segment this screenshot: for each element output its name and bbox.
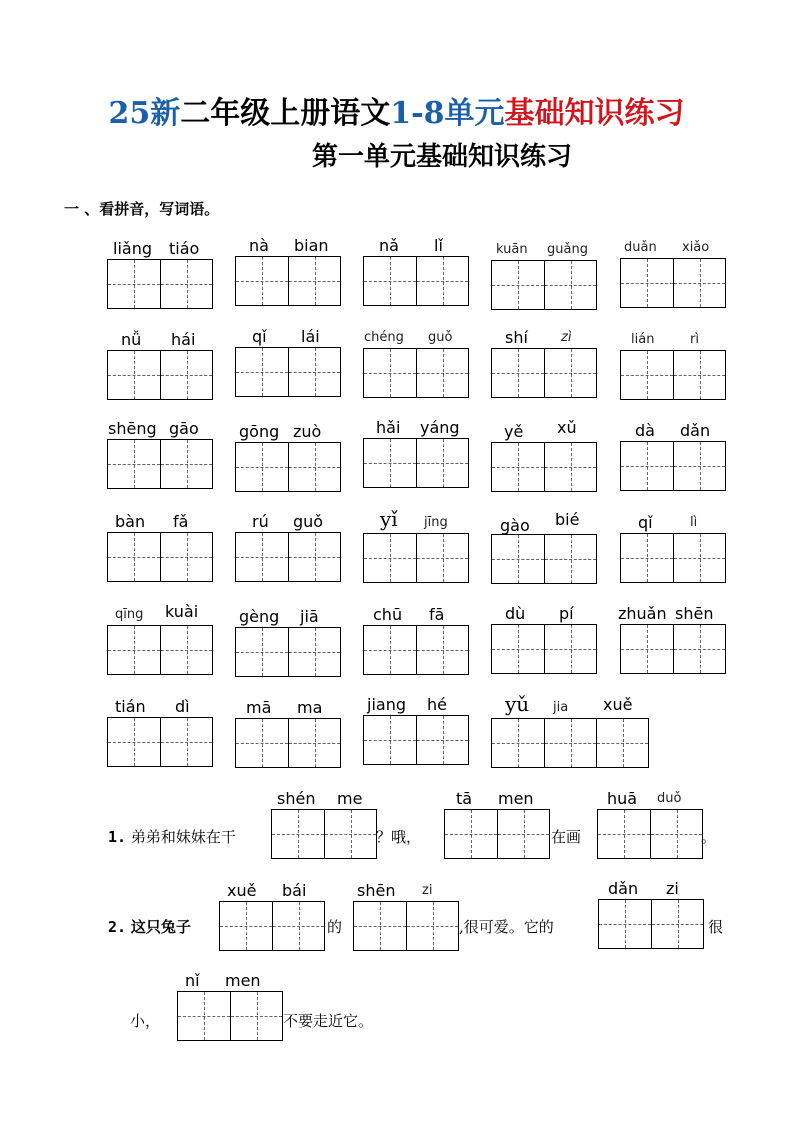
pinyin-syllable: shēn — [675, 604, 714, 623]
pinyin-syllable: rì — [690, 332, 699, 347]
writing-box[interactable] — [353, 901, 459, 951]
pinyin — [363, 605, 467, 625]
writing-box[interactable] — [620, 624, 726, 674]
pinyin-syllable: chū — [373, 605, 403, 624]
pinyin-syllable: mā — [246, 698, 272, 717]
pinyin-syllable: dǎn — [608, 879, 639, 898]
sentence-text: ？哦， — [376, 828, 422, 846]
writing-box[interactable] — [235, 347, 341, 397]
writing-box[interactable] — [235, 627, 341, 677]
pinyin-syllable: xǔ — [557, 418, 577, 437]
pinyin-syllable: zì — [561, 330, 572, 345]
writing-box[interactable] — [363, 438, 469, 488]
pinyin-syllable: fǎ — [173, 512, 189, 531]
pinyin — [620, 330, 724, 350]
title-part: 1-8单元 — [390, 96, 505, 131]
pinyin — [235, 236, 339, 256]
pinyin — [491, 692, 647, 718]
writing-box[interactable] — [107, 625, 213, 675]
writing-box[interactable] — [491, 348, 597, 398]
pinyin-syllable: jiang — [367, 695, 406, 714]
sentence-text: 很 — [708, 918, 724, 936]
writing-box[interactable] — [491, 442, 597, 492]
pinyin-syllable: liǎng — [113, 239, 152, 258]
writing-box[interactable] — [444, 809, 550, 859]
pinyin-syllable: dì — [175, 697, 190, 716]
pinyin — [235, 698, 339, 718]
pinyin-syllable: men — [498, 789, 534, 808]
pinyin — [491, 418, 595, 442]
writing-box[interactable] — [107, 350, 213, 400]
writing-box[interactable] — [598, 899, 704, 949]
pinyin-syllable: duǒ — [657, 791, 682, 806]
pinyin-syllable: zhuǎn — [618, 604, 667, 623]
pinyin-syllable: huā — [607, 789, 638, 808]
pinyin-syllable: bàn — [115, 512, 146, 531]
pinyin — [235, 607, 339, 627]
pinyin — [235, 327, 339, 347]
pinyin-syllable: jiā — [300, 607, 319, 626]
writing-box[interactable] — [363, 348, 469, 398]
writing-box[interactable] — [235, 256, 341, 306]
pinyin-syllable: fā — [429, 605, 445, 624]
sentence-1-text — [108, 826, 236, 847]
pinyin-syllable: zuò — [293, 422, 322, 441]
title-part: 基础知识练习 — [504, 96, 685, 131]
pinyin-syllable: dǎn — [680, 421, 711, 440]
writing-box[interactable] — [271, 809, 377, 859]
pinyin-syllable: kuān — [496, 242, 528, 257]
pinyin — [271, 789, 375, 809]
pinyin-syllable: nǎ — [379, 236, 399, 255]
pinyin — [620, 513, 724, 533]
pinyin-syllable: tián — [115, 697, 146, 716]
pinyin — [491, 328, 595, 348]
pinyin-syllable: bian — [294, 236, 329, 255]
writing-box[interactable] — [491, 260, 597, 310]
page-title — [0, 88, 793, 132]
sentence-text: 不要走近它。 — [283, 1012, 374, 1030]
writing-box[interactable] — [363, 533, 469, 583]
pinyin-syllable: rú — [252, 512, 269, 531]
pinyin — [363, 418, 467, 438]
pinyin-syllable: shén — [277, 789, 316, 808]
pinyin-syllable: ma — [297, 698, 323, 717]
page-subtitle: 第一单元基础知识练习 — [311, 142, 572, 172]
pinyin — [491, 510, 595, 535]
pinyin-syllable: xuě — [603, 695, 633, 714]
writing-box[interactable] — [363, 625, 469, 675]
title-part: 二年级上册语文 — [180, 96, 391, 131]
pinyin — [107, 330, 211, 350]
pinyin-syllable: shēng — [108, 419, 157, 438]
pinyin-syllable: qǐ — [252, 327, 267, 346]
pinyin-syllable: qīng — [115, 607, 144, 622]
sentence-text: 这只兔子 — [130, 918, 191, 936]
pinyin — [491, 604, 595, 624]
pinyin — [177, 971, 281, 991]
pinyin — [491, 240, 595, 260]
pinyin-syllable: guǒ — [428, 330, 453, 345]
pinyin-syllable: dà — [635, 421, 655, 440]
writing-box[interactable] — [620, 258, 726, 308]
sentence-2-text — [108, 916, 191, 937]
writing-box[interactable] — [107, 439, 213, 489]
sentence-text: 在画 — [551, 828, 582, 846]
pinyin-syllable: tā — [456, 789, 473, 808]
pinyin-syllable: jia — [553, 700, 569, 715]
writing-box[interactable] — [363, 256, 469, 306]
pinyin-syllable: me — [337, 789, 363, 808]
pinyin-syllable: kuài — [165, 602, 199, 621]
pinyin — [107, 602, 211, 625]
pinyin — [235, 422, 339, 442]
pinyin-syllable: lián — [631, 332, 655, 347]
writing-box[interactable] — [107, 532, 213, 582]
pinyin-syllable: hái — [171, 330, 196, 349]
sentence-text: 弟弟和妹妹在干 — [130, 828, 236, 846]
writing-box[interactable] — [620, 350, 726, 400]
pinyin — [444, 789, 548, 809]
pinyin-syllable: gōng — [239, 422, 280, 441]
pinyin-syllable: xuě — [227, 881, 257, 900]
pinyin-syllable: nǚ — [121, 330, 142, 349]
pinyin-syllable: shí — [505, 328, 528, 347]
pinyin-syllable: qǐ — [638, 513, 653, 532]
writing-box[interactable] — [363, 715, 469, 765]
pinyin — [107, 697, 211, 717]
pinyin-syllable: gèng — [239, 607, 280, 626]
pinyin-syllable: shēn — [357, 881, 396, 900]
sentence-text: 的 — [327, 918, 343, 936]
pinyin-syllable: tiáo — [169, 239, 200, 258]
pinyin-syllable: hǎi — [376, 418, 401, 437]
pinyin-syllable: pí — [559, 604, 574, 623]
sentence-text: 小， — [130, 1012, 161, 1030]
pinyin — [598, 879, 702, 899]
pinyin — [620, 604, 724, 624]
sentence-number: 1. — [108, 828, 127, 846]
pinyin-syllable: nà — [249, 236, 269, 255]
pinyin-syllable: men — [225, 971, 261, 990]
pinyin-syllable: hé — [427, 695, 447, 714]
pinyin-syllable: guǎng — [547, 242, 588, 257]
pinyin — [353, 881, 457, 901]
pinyin-syllable: zi — [666, 879, 679, 898]
section-heading: 一 、看拼音，写词语。 — [64, 200, 220, 218]
pinyin-syllable: xiǎo — [682, 240, 710, 255]
pinyin-syllable: duǎn — [624, 240, 657, 255]
writing-box[interactable] — [219, 901, 325, 951]
pinyin-syllable: nǐ — [185, 971, 200, 990]
pinyin-syllable: yǔ — [505, 692, 530, 716]
writing-box[interactable] — [597, 809, 703, 859]
writing-box[interactable] — [620, 533, 726, 583]
writing-box[interactable] — [235, 718, 341, 768]
writing-box[interactable] — [491, 534, 597, 584]
pinyin-syllable: yáng — [420, 418, 460, 437]
writing-box[interactable] — [177, 991, 283, 1041]
sentence-text: 。 — [701, 828, 717, 846]
pinyin — [107, 239, 211, 259]
pinyin — [363, 507, 467, 533]
pinyin — [107, 419, 211, 439]
pinyin — [620, 238, 724, 258]
writing-box[interactable] — [235, 532, 341, 582]
pinyin-syllable: lái — [301, 327, 320, 346]
writing-box[interactable] — [107, 259, 213, 309]
pinyin — [219, 881, 323, 901]
pinyin-syllable: lì — [690, 515, 698, 530]
pinyin-syllable: jīng — [424, 515, 448, 530]
pinyin-syllable: gào — [500, 516, 530, 535]
pinyin-syllable: bái — [282, 881, 307, 900]
pinyin — [235, 512, 339, 532]
pinyin-syllable: gāo — [169, 419, 199, 438]
pinyin-syllable: yǐ — [380, 507, 398, 531]
title-part: 25新 — [108, 96, 181, 131]
pinyin-syllable: chéng — [364, 330, 404, 345]
pinyin-syllable: zi — [422, 883, 433, 898]
pinyin — [363, 695, 467, 715]
pinyin — [107, 512, 211, 532]
pinyin — [620, 421, 724, 441]
writing-box[interactable] — [107, 717, 213, 767]
pinyin-syllable: bié — [555, 510, 580, 529]
writing-box[interactable] — [491, 624, 597, 674]
pinyin — [363, 236, 467, 256]
writing-box[interactable] — [235, 442, 341, 492]
pinyin — [597, 789, 701, 809]
pinyin-syllable: lǐ — [434, 236, 443, 255]
pinyin-syllable: yě — [504, 422, 524, 441]
writing-box[interactable] — [491, 718, 649, 768]
sentence-number: 2. — [108, 918, 127, 936]
sentence-text: ,很可爱。它的 — [459, 918, 554, 936]
writing-box[interactable] — [620, 441, 726, 491]
pinyin — [363, 328, 467, 348]
pinyin-syllable: guǒ — [293, 512, 324, 531]
pinyin-syllable: dù — [505, 604, 526, 623]
